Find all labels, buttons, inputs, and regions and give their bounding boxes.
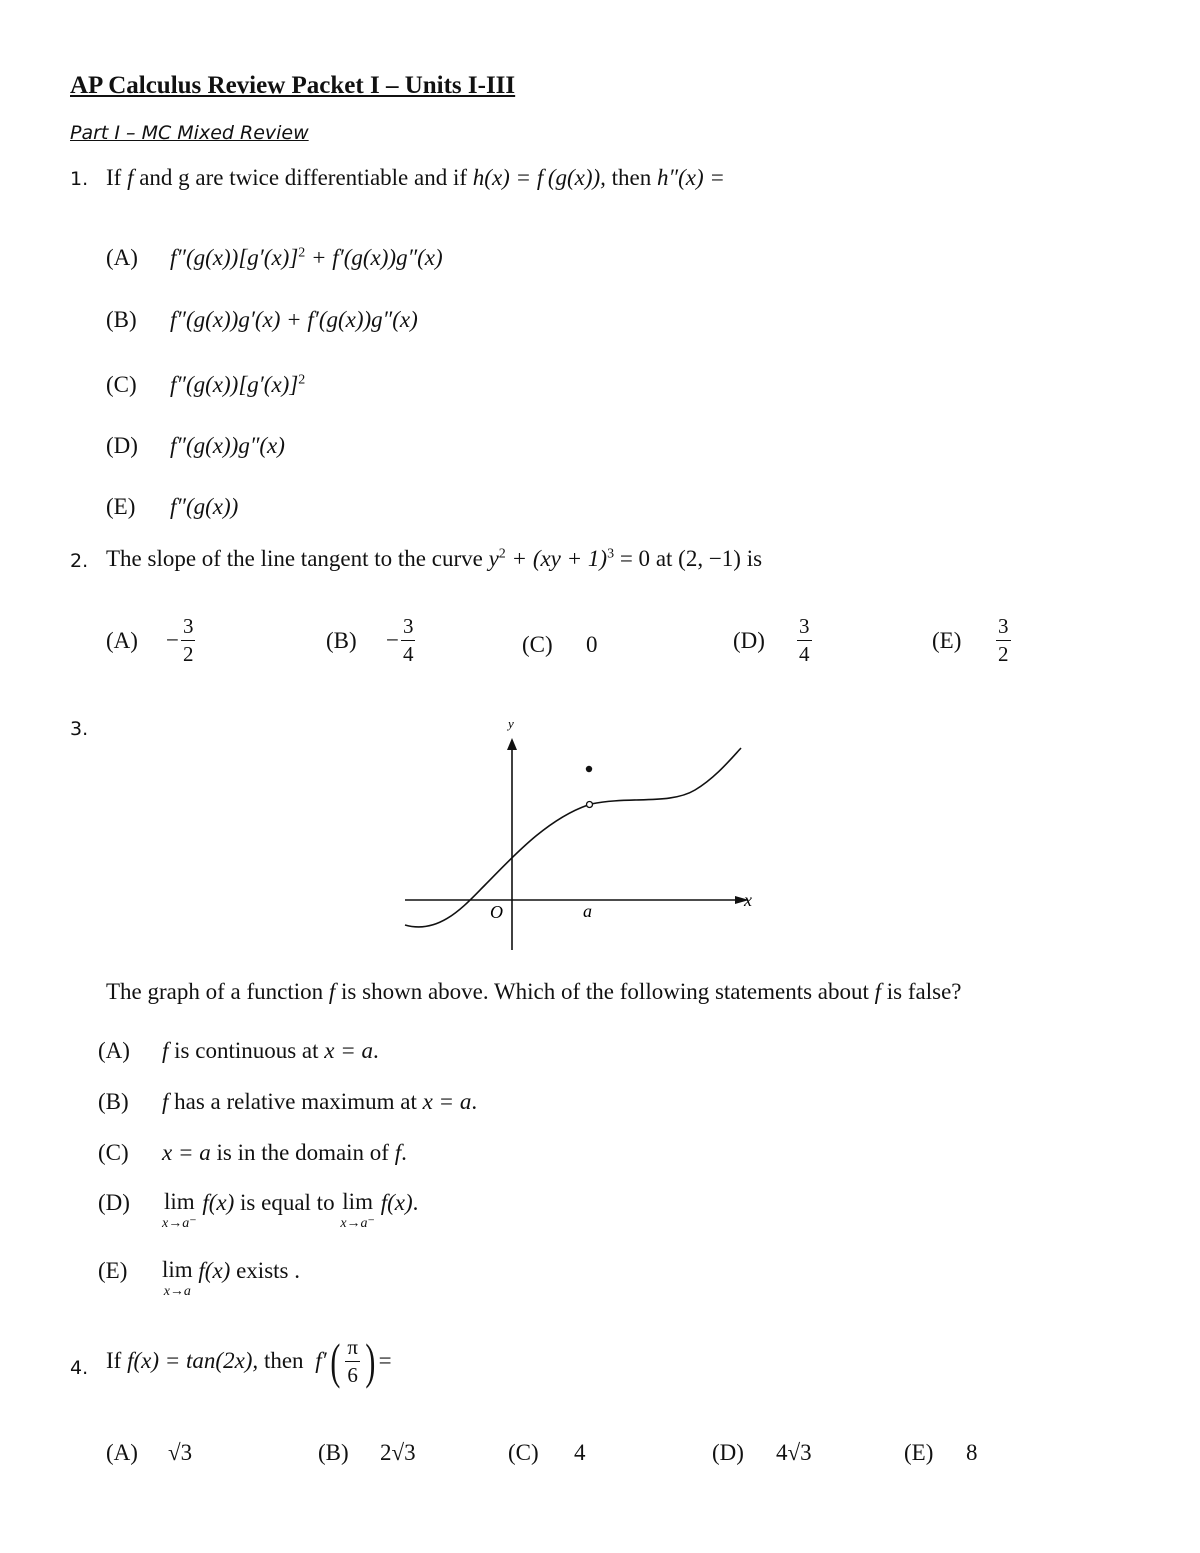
question-text: If f and g are twice differentiable and if h(x) = f (g(x)), then h″(x) =: [106, 165, 725, 190]
answer-option[interactable]: (E) $\frac{3}{2}$: [932, 614, 1009, 666]
limit-expression: lim x→a⁻: [340, 1189, 375, 1231]
answer-option[interactable]: (A) − $\frac{3}{2}$: [106, 614, 194, 666]
fraction: $\frac{3}{4}$: [402, 614, 414, 666]
question-text: If f(x) = tan(2x), then f′( $\frac{\pi}{6}$ ) =: [106, 1333, 392, 1389]
origin-label: O: [490, 902, 503, 922]
answer-option[interactable]: (E) 8: [904, 1440, 978, 1465]
limit-expression: lim x→a⁻: [162, 1189, 197, 1231]
a-label: a: [583, 901, 592, 921]
question-text: The slope of the line tangent to the curve $y^2 + (xy + 1)^3 = 0$ at (2, −1) is: [106, 546, 763, 571]
fraction: $\frac{3}{2}$: [998, 614, 1009, 666]
page-title: AP Calculus Review Packet I – Units I-III: [70, 72, 516, 99]
answer-option[interactable]: (C) 4: [508, 1440, 586, 1465]
answer-option[interactable]: (E) f″(g(x)): [106, 494, 239, 519]
fraction: $\frac{3}{4}$: [799, 614, 810, 666]
answer-option[interactable]: (D) $\frac{3}{4}$: [733, 614, 810, 666]
section-subtitle: Part I – MC Mixed Review: [70, 122, 309, 144]
y-axis-arrow: [507, 738, 517, 750]
question-number: 2.: [70, 550, 89, 572]
answer-option[interactable]: (E) lim x→a f(x) exists .: [98, 1257, 300, 1299]
answer-option[interactable]: (B) 2√3: [318, 1440, 416, 1465]
fraction: $\frac{3}{2}$: [182, 614, 194, 666]
curve-right: [591, 748, 741, 804]
question-text: The graph of a function f is shown above. Which of the following statements about f is false?: [106, 979, 962, 1004]
open-circle: [587, 802, 593, 808]
answer-option[interactable]: (A) f is continuous at x = a.: [98, 1038, 379, 1063]
question-number: 3.: [70, 718, 89, 740]
x-axis-label: x: [744, 890, 752, 910]
answer-option[interactable]: (A) $f''(g(x))[g'(x)]^2 + f'(g(x))g''(x)$: [106, 245, 443, 270]
answer-option[interactable]: (B) f″(g(x))g′(x) + f′(g(x))g″(x): [106, 307, 418, 332]
answer-option[interactable]: (B) − $\frac{3}{4}$: [326, 614, 414, 666]
answer-option[interactable]: (D) lim x→a⁻ f(x) is equal to lim x→a⁻ f(x).: [98, 1189, 419, 1231]
answer-option[interactable]: (D) f″(g(x))g″(x): [106, 433, 285, 458]
fraction: $\frac{\pi}{6}$: [347, 1334, 358, 1387]
answer-option[interactable]: (C) x = a is in the domain of f.: [98, 1140, 407, 1165]
answer-option[interactable]: (C) 0: [522, 632, 598, 657]
question-number: 4.: [70, 1357, 89, 1379]
answer-option[interactable]: (C) $f''(g(x))[g'(x)]^2$: [106, 372, 306, 397]
question-number: 1.: [70, 168, 89, 190]
filled-point: [586, 766, 592, 772]
answer-option[interactable]: (A) √3: [106, 1440, 193, 1465]
y-axis-label: y: [508, 716, 514, 731]
answer-option[interactable]: (D) 4√3: [712, 1440, 812, 1465]
limit-expression: lim x→a: [162, 1257, 193, 1299]
answer-option[interactable]: (B) f has a relative maximum at x = a.: [98, 1089, 478, 1114]
